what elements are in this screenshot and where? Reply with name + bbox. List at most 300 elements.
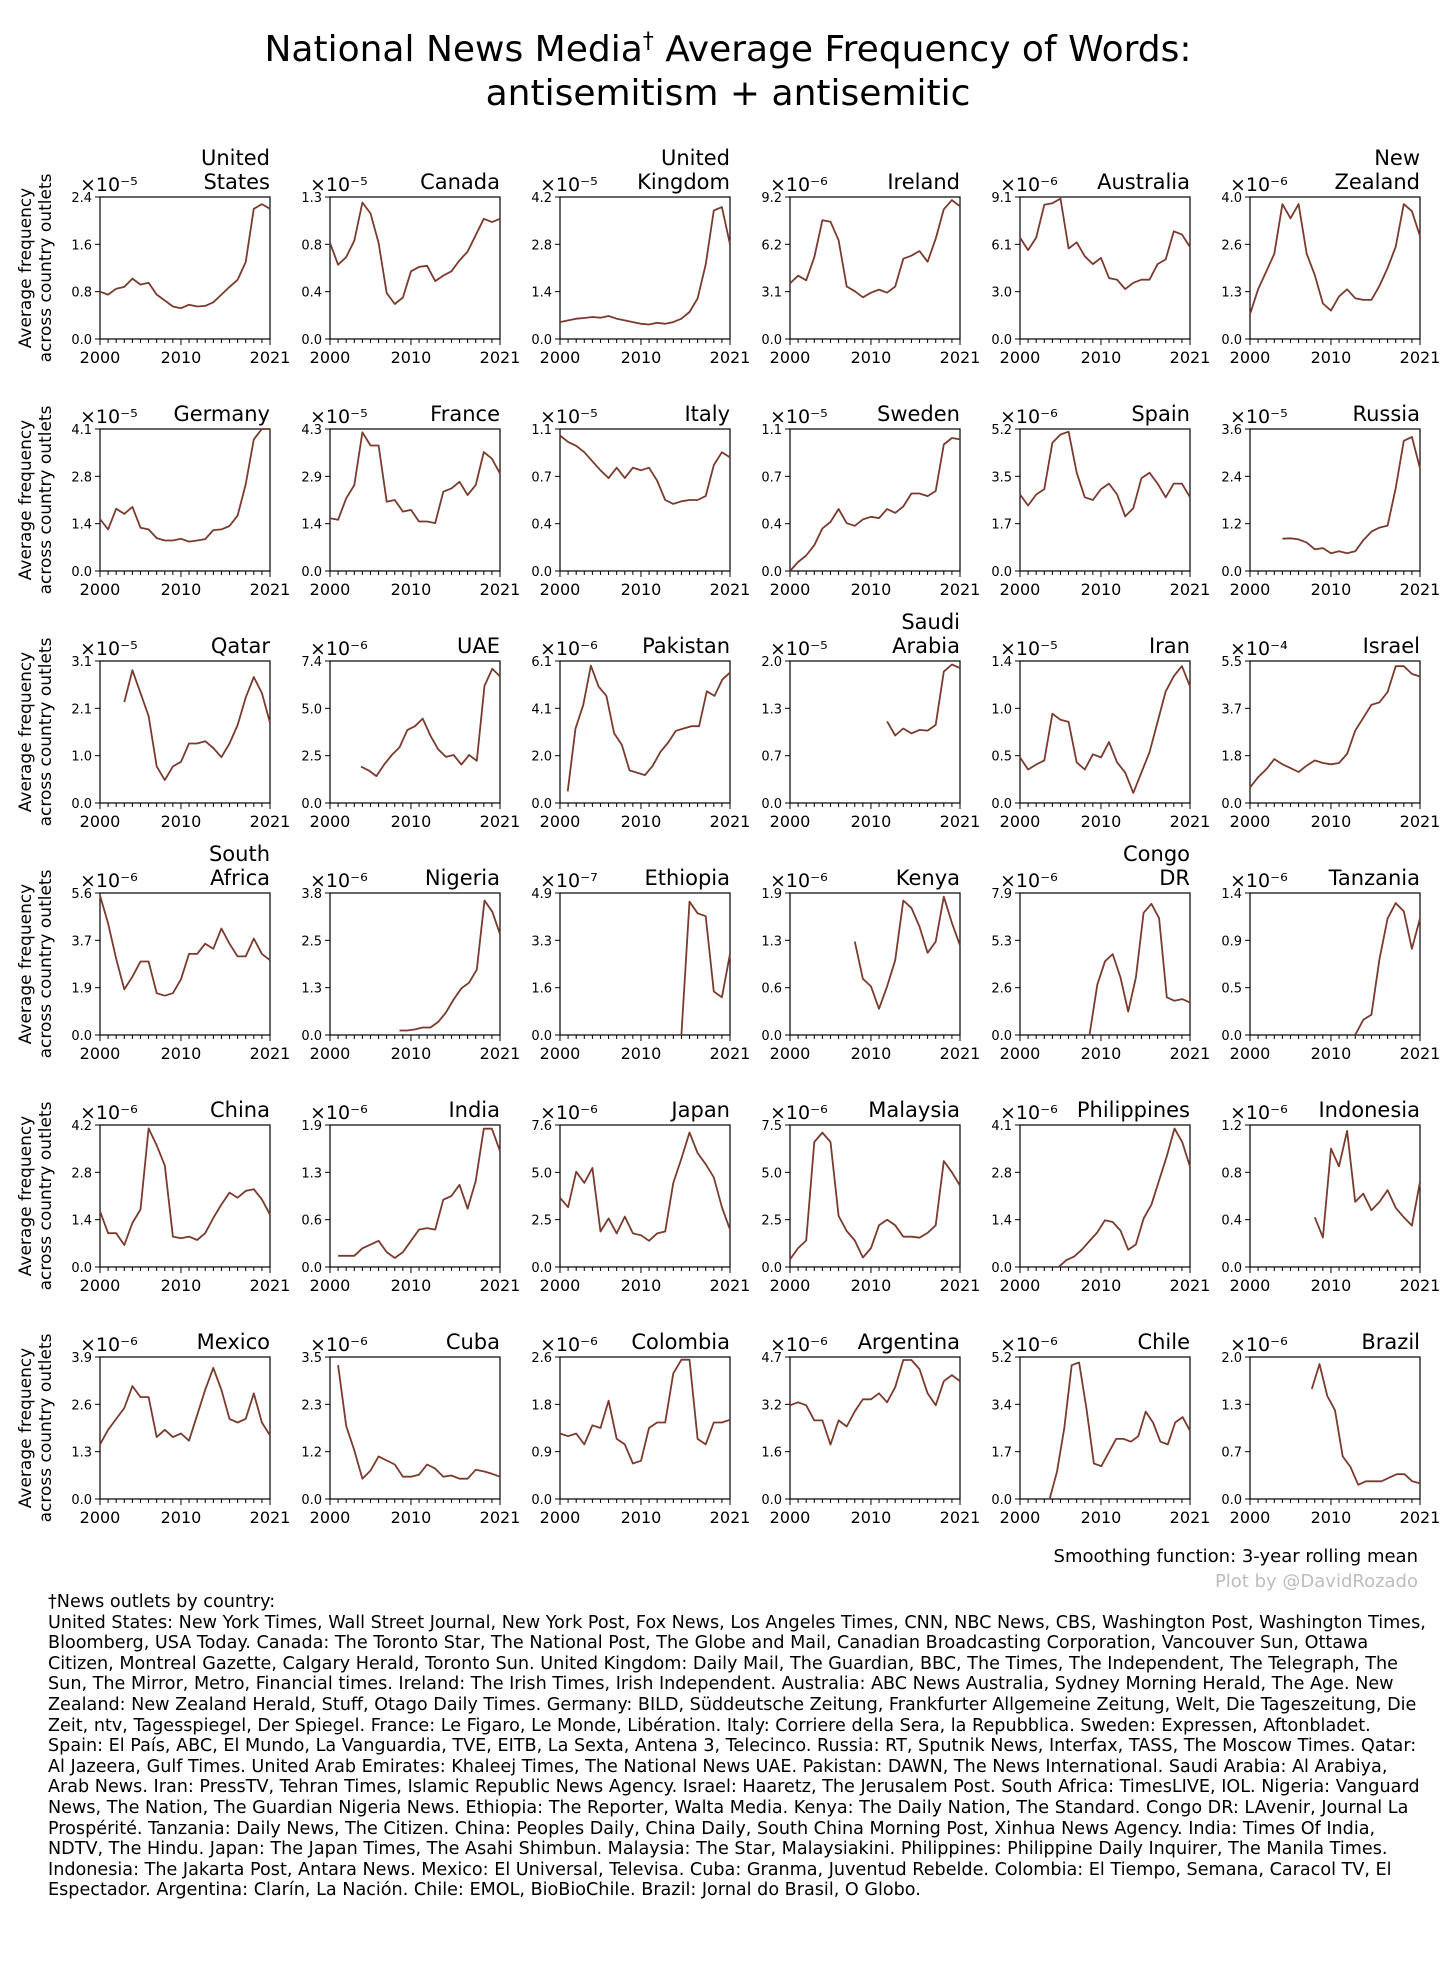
x-tick-label: 2010: [160, 348, 202, 367]
y-tick-label: 1.4: [991, 655, 1012, 670]
y-tick-label: 0.0: [1221, 333, 1242, 348]
subplot-cuba: [301, 1330, 520, 1527]
x-tick-label: 2000: [79, 812, 121, 831]
plot-frame: [330, 1125, 500, 1267]
x-tick-label: 2000: [769, 812, 811, 831]
plot-frame: [1020, 661, 1190, 803]
subplot-china: [16, 1098, 290, 1295]
exponent-label: ×10⁻⁶: [1230, 174, 1288, 196]
series-line: [560, 207, 730, 324]
y-tick-label: 2.9: [301, 470, 322, 486]
x-tick-label: 2000: [539, 1508, 581, 1527]
y-tick-label: 1.2: [1221, 517, 1242, 533]
x-tick-label: 2010: [620, 348, 662, 367]
x-tick-label: 2021: [939, 812, 981, 831]
y-tick-label: 0.4: [1221, 1213, 1242, 1229]
x-tick-label: 2010: [390, 1276, 432, 1295]
y-tick-label: 0.0: [531, 565, 552, 580]
footnote: [48, 1592, 1428, 1901]
subplot-malaysia: [761, 1098, 980, 1295]
country-title: Nigeria: [424, 866, 500, 890]
series-line: [338, 1365, 500, 1479]
x-tick-label: 2000: [79, 1044, 121, 1063]
x-tick-label: 2000: [539, 1276, 581, 1295]
y-tick-label: 0.5: [991, 749, 1012, 765]
title-dagger: †: [642, 29, 654, 54]
country-title: Sweden: [877, 402, 960, 426]
x-tick-label: 2010: [1080, 1276, 1122, 1295]
exponent-label: ×10⁻⁶: [770, 1102, 828, 1124]
country-title: Australia: [1097, 170, 1190, 194]
y-tick-label: 0.8: [1221, 1166, 1242, 1182]
x-tick-label: 2010: [1080, 812, 1122, 831]
y-tick-label: 0.0: [1221, 565, 1242, 580]
y-tick-label: 1.4: [71, 1213, 92, 1229]
x-tick-label: 2021: [249, 812, 291, 831]
subplot-qatar: [16, 634, 290, 831]
country-title: Tanzania: [1328, 866, 1420, 890]
subplot-kenya: [761, 866, 980, 1063]
x-tick-label: 2010: [1310, 580, 1352, 599]
series-line: [790, 438, 960, 571]
y-tick-label: 2.4: [71, 191, 92, 206]
y-tick-label: 0.4: [301, 285, 322, 301]
x-tick-label: 2010: [850, 348, 892, 367]
y-tick-label: 0.0: [71, 797, 92, 812]
x-tick-label: 2000: [769, 580, 811, 599]
y-tick-label: 1.3: [301, 1166, 322, 1182]
y-tick-label: 0.6: [301, 1213, 322, 1229]
series-line: [100, 204, 270, 308]
x-tick-label: 2021: [1169, 580, 1211, 599]
x-tick-label: 2010: [390, 1508, 432, 1527]
y-tick-label: 0.0: [761, 1261, 782, 1276]
x-tick-label: 2000: [309, 348, 351, 367]
subplot-philippines: [991, 1098, 1210, 1295]
y-tick-label: 0.0: [71, 1261, 92, 1276]
y-tick-label: 9.1: [991, 191, 1012, 206]
x-tick-label: 2010: [620, 1044, 662, 1063]
country-title: Cuba: [445, 1330, 500, 1354]
subplot-israel: [1221, 634, 1440, 831]
plot-frame: [100, 661, 270, 803]
plot-frame: [100, 197, 270, 339]
y-tick-label: 3.1: [71, 655, 92, 670]
y-tick-label: 2.3: [301, 1398, 322, 1414]
plot-frame: [790, 197, 960, 339]
x-tick-label: 2021: [249, 1276, 291, 1295]
y-tick-label: 0.0: [1221, 1261, 1242, 1276]
country-title: United: [201, 146, 270, 170]
x-tick-label: 2000: [79, 348, 121, 367]
y-axis-label: across country outlets: [36, 1333, 56, 1523]
subplot-germany: [16, 402, 290, 599]
subplot-argentina: [761, 1330, 980, 1527]
x-tick-label: 2021: [479, 1044, 521, 1063]
subplot-uae: [301, 634, 520, 831]
smoothing-note: Smoothing function: 3-year rolling mean: [1053, 1546, 1418, 1567]
series-line: [1312, 1364, 1420, 1485]
y-tick-label: 0.0: [1221, 797, 1242, 812]
x-tick-label: 2021: [249, 580, 291, 599]
x-tick-label: 2021: [1399, 580, 1441, 599]
y-tick-label: 0.0: [301, 1493, 322, 1508]
y-tick-label: 5.0: [531, 1166, 552, 1182]
country-title: South: [208, 842, 270, 866]
country-title: United: [661, 146, 730, 170]
y-tick-label: 5.6: [71, 887, 92, 902]
x-tick-label: 2021: [1169, 812, 1211, 831]
footnote-head: †News outlets by country:: [48, 1592, 276, 1612]
country-title: Qatar: [210, 634, 270, 658]
plot-frame: [1250, 1357, 1420, 1499]
exponent-label: ×10⁻⁶: [310, 638, 368, 660]
x-tick-label: 2010: [620, 1508, 662, 1527]
x-tick-label: 2000: [769, 1276, 811, 1295]
subplot-ireland: [761, 170, 980, 367]
x-tick-label: 2021: [479, 812, 521, 831]
series-line: [1090, 904, 1191, 1035]
country-title: Philippines: [1076, 1098, 1190, 1122]
y-tick-label: 0.0: [991, 1029, 1012, 1044]
y-tick-label: 3.7: [1221, 702, 1242, 718]
x-tick-label: 2000: [999, 348, 1041, 367]
exponent-label: ×10⁻⁶: [310, 1102, 368, 1124]
subplot-saudi-arabia: [761, 610, 980, 831]
series-line: [790, 200, 960, 297]
y-tick-label: 0.0: [991, 797, 1012, 812]
y-tick-label: 4.2: [71, 1119, 92, 1134]
exponent-label: ×10⁻⁵: [80, 638, 138, 660]
y-tick-label: 1.7: [991, 1445, 1012, 1461]
plot-frame: [1020, 1357, 1190, 1499]
x-tick-label: 2000: [999, 812, 1041, 831]
y-tick-label: 1.0: [71, 749, 92, 765]
series-line: [855, 897, 960, 1009]
series-line: [338, 1129, 500, 1258]
plot-frame: [1020, 429, 1190, 571]
y-tick-label: 1.2: [301, 1445, 322, 1461]
country-title: Indonesia: [1318, 1098, 1420, 1122]
x-tick-label: 2000: [769, 1508, 811, 1527]
country-title: Arabia: [892, 634, 960, 658]
exponent-label: ×10⁻⁴: [1230, 638, 1288, 660]
subplot-sweden: [761, 402, 980, 599]
y-tick-label: 0.0: [991, 333, 1012, 348]
country-title: Africa: [210, 866, 270, 890]
exponent-label: ×10⁻⁵: [770, 406, 828, 428]
subplot-colombia: [531, 1330, 750, 1527]
y-axis-label: Average frequency: [16, 187, 36, 349]
country-title: Japan: [671, 1098, 730, 1122]
y-tick-label: 1.3: [761, 702, 782, 718]
subplot-brazil: [1221, 1330, 1440, 1527]
y-tick-label: 4.9: [531, 887, 552, 902]
x-tick-label: 2021: [939, 1276, 981, 1295]
x-tick-label: 2010: [1080, 348, 1122, 367]
exponent-label: ×10⁻⁶: [540, 1102, 598, 1124]
subplot-iran: [991, 634, 1210, 831]
x-tick-label: 2010: [390, 812, 432, 831]
y-tick-label: 0.7: [761, 470, 782, 486]
y-tick-label: 3.2: [761, 1398, 782, 1414]
plot-frame: [790, 661, 960, 803]
y-tick-label: 4.2: [531, 191, 552, 206]
y-tick-label: 0.7: [531, 470, 552, 486]
credit: Plot by @DavidRozado: [1214, 1571, 1418, 1592]
series-line: [100, 1128, 270, 1245]
exponent-label: ×10⁻⁶: [1000, 406, 1058, 428]
y-tick-label: 1.4: [301, 517, 322, 533]
y-tick-label: 2.6: [71, 1398, 92, 1414]
x-tick-label: 2000: [999, 1508, 1041, 1527]
y-tick-label: 1.3: [761, 934, 782, 950]
y-tick-label: 1.9: [761, 887, 782, 902]
x-tick-label: 2021: [249, 1044, 291, 1063]
country-title: Congo: [1123, 842, 1190, 866]
x-tick-label: 2021: [1399, 1044, 1441, 1063]
exponent-label: ×10⁻⁵: [310, 174, 368, 196]
x-tick-label: 2000: [999, 580, 1041, 599]
x-tick-label: 2000: [999, 1276, 1041, 1295]
x-tick-label: 2021: [939, 1508, 981, 1527]
x-tick-label: 2010: [1310, 1508, 1352, 1527]
exponent-label: ×10⁻⁶: [1230, 1102, 1288, 1124]
y-tick-label: 1.3: [1221, 1398, 1242, 1414]
exponent-label: ×10⁻⁶: [80, 1102, 138, 1124]
y-axis-label: Average frequency: [16, 419, 36, 581]
y-tick-label: 7.4: [301, 655, 322, 670]
y-tick-label: 1.6: [761, 1445, 782, 1461]
country-title: Ireland: [887, 170, 960, 194]
y-tick-label: 0.0: [761, 565, 782, 580]
plot-frame: [560, 661, 730, 803]
country-title: Mexico: [196, 1330, 270, 1354]
plot-frame: [560, 1357, 730, 1499]
exponent-label: ×10⁻⁶: [1000, 870, 1058, 892]
exponent-label: ×10⁻⁵: [80, 406, 138, 428]
exponent-label: ×10⁻⁵: [540, 174, 598, 196]
subplot-canada: [301, 170, 520, 367]
y-axis-label: across country outlets: [36, 1101, 56, 1291]
series-line: [1020, 666, 1190, 793]
x-tick-label: 2010: [390, 1044, 432, 1063]
country-title: Pakistan: [642, 634, 730, 658]
y-tick-label: 3.5: [301, 1351, 322, 1366]
x-tick-label: 2000: [769, 348, 811, 367]
subplot-ethiopia: [531, 866, 750, 1063]
x-tick-label: 2021: [249, 348, 291, 367]
subplot-italy: [531, 402, 750, 599]
y-tick-label: 1.3: [301, 981, 322, 997]
x-tick-label: 2000: [1229, 1276, 1271, 1295]
country-title: DR: [1159, 866, 1190, 890]
y-tick-label: 1.2: [1221, 1119, 1242, 1134]
country-title: States: [203, 170, 270, 194]
series-line: [330, 432, 500, 523]
y-tick-label: 1.9: [71, 981, 92, 997]
country-title: Kenya: [895, 866, 960, 890]
series-line: [560, 436, 730, 504]
y-tick-label: 1.4: [1221, 887, 1242, 902]
country-title: Russia: [1352, 402, 1420, 426]
series-line: [1282, 437, 1420, 553]
x-tick-label: 2010: [1080, 1508, 1122, 1527]
y-tick-label: 3.8: [301, 887, 322, 902]
y-tick-label: 1.4: [71, 517, 92, 533]
x-tick-label: 2021: [939, 580, 981, 599]
series-line: [568, 666, 730, 792]
plot-frame: [100, 1357, 270, 1499]
subplot-chile: [991, 1330, 1210, 1527]
plot-frame: [330, 429, 500, 571]
x-tick-label: 2010: [620, 580, 662, 599]
y-tick-label: 7.6: [531, 1119, 552, 1134]
exponent-label: ×10⁻⁷: [540, 870, 598, 892]
x-tick-label: 2010: [1310, 812, 1352, 831]
y-tick-label: 0.0: [531, 797, 552, 812]
exponent-label: ×10⁻⁶: [80, 1334, 138, 1356]
y-tick-label: 0.5: [1221, 981, 1242, 997]
y-tick-label: 3.6: [1221, 423, 1242, 438]
y-tick-label: 2.0: [761, 655, 782, 670]
exponent-label: ×10⁻⁶: [540, 1334, 598, 1356]
y-tick-label: 0.0: [531, 1261, 552, 1276]
plot-frame: [790, 1357, 960, 1499]
y-tick-label: 0.0: [301, 1261, 322, 1276]
y-tick-label: 9.2: [761, 191, 782, 206]
subplot-france: [301, 402, 520, 599]
y-tick-label: 0.9: [1221, 934, 1242, 950]
exponent-label: ×10⁻⁶: [310, 1334, 368, 1356]
x-tick-label: 2010: [1310, 348, 1352, 367]
subplot-russia: [1221, 402, 1440, 599]
exponent-label: ×10⁻⁶: [1000, 174, 1058, 196]
plot-frame: [100, 429, 270, 571]
y-tick-label: 0.0: [1221, 1029, 1242, 1044]
country-title: China: [210, 1098, 270, 1122]
x-tick-label: 2021: [1169, 1276, 1211, 1295]
x-tick-label: 2000: [539, 1044, 581, 1063]
y-tick-label: 2.0: [1221, 1351, 1242, 1366]
series-line: [361, 669, 500, 776]
y-tick-label: 1.1: [761, 423, 782, 438]
x-tick-label: 2021: [939, 348, 981, 367]
y-tick-label: 0.0: [71, 565, 92, 580]
country-title: UAE: [456, 634, 500, 658]
x-tick-label: 2010: [160, 812, 202, 831]
plot-frame: [560, 429, 730, 571]
y-tick-label: 2.8: [991, 1166, 1012, 1182]
country-title: Kingdom: [637, 170, 730, 194]
x-tick-label: 2021: [709, 1044, 751, 1063]
series-line: [1050, 1363, 1190, 1500]
y-tick-label: 1.3: [1221, 285, 1242, 301]
x-tick-label: 2000: [1229, 812, 1271, 831]
y-tick-label: 1.6: [531, 981, 552, 997]
title-main-rest: Average Frequency of Words:: [653, 29, 1192, 70]
y-axis-label: across country outlets: [36, 405, 56, 595]
x-tick-label: 2021: [479, 1508, 521, 1527]
y-tick-label: 3.7: [71, 934, 92, 950]
y-tick-label: 0.9: [531, 1445, 552, 1461]
y-tick-label: 7.9: [991, 887, 1012, 902]
x-tick-label: 2010: [390, 580, 432, 599]
y-tick-label: 0.8: [301, 238, 322, 254]
y-tick-label: 6.2: [761, 238, 782, 254]
exponent-label: ×10⁻⁵: [310, 406, 368, 428]
x-tick-label: 2021: [709, 812, 751, 831]
x-tick-label: 2000: [1229, 1044, 1271, 1063]
y-tick-label: 3.1: [761, 285, 782, 301]
subplot-nigeria: [301, 866, 520, 1063]
series-line: [1059, 1129, 1190, 1268]
x-tick-label: 2021: [249, 1508, 291, 1527]
y-tick-label: 2.5: [301, 934, 322, 950]
x-tick-label: 2010: [850, 1508, 892, 1527]
series-line: [1020, 432, 1190, 517]
country-title: Italy: [684, 402, 730, 426]
y-tick-label: 0.7: [1221, 1445, 1242, 1461]
y-tick-label: 1.9: [301, 1119, 322, 1134]
footnote-body: United States: New York Times, Wall Street Journal, New York Post, Fox News, Los Angeles Times, CNN, NBC News, CBS, Washington Post, Washington Times, Bloomberg, USA Today. Canada: The Toronto Star, The National Post, The Globe and Mail, Canadian Broadcasting Corporation, Vancouver Sun, Ottawa Citizen, Montreal Gazette, Calgary Herald, Toronto Sun. United Kingdom: Daily Mail, The Guardian, BBC, The Times, The Independent, The Telegraph, The Sun, The Mirror, Metro, Financial times. Ireland: The Irish Times, Irish Independent. Australia: ABC News Australia, Sydney Morning Herald, The Age. New Zealand: New Zealand Herald, Stuff, Otago Daily Times. Germany: BILD, Süddeutsche Zeitung, Frankfurter Allgemeine Zeitung, Welt, Die Tageszeitung, Die Zeit, ntv, Tagesspiegel, Der Spiegel. France: Le Figaro, Le Monde, Libération. Italy: Corriere della Sera, la Repubblica. Sweden: Expressen, Aftonbladet. Spain: El País, ABC, El Mundo, La Vanguardia, TVE, EITB, La Sexta, Antena 3, Telecinco. Russia: RT, Sputnik News, Interfax, TASS, The Moscow Times. Qatar: Al Jazeera, Gulf Times. United Arab Emirates: Khaleej Times, The National News UAE. Pakistan: DAWN, The News International. Saudi Arabia: Al Arabiya, Arab News. Iran: PressTV, Tehran Times, Islamic Republic News Agency. Israel: Haaretz, The Jerusalem Post. South Africa: TimesLIVE, IOL. Nigeria: Vanguard News, The Nation, The Guardian Nigeria News. Ethiopia: The Reporter, Walta Media. Kenya: The Daily Nation, The Standard. Congo DR: LAvenir, Journal La Prospérité. Tanzania: Daily News, The Citizen. China: Peoples Daily, China Daily, South China Morning Post, Xinhua News Agency. India: Times Of India, NDTV, The Hindu. Japan: The Japan Times, The Asahi Shimbun. Malaysia: The Star, Malaysiakini. Philippines: Philippine Daily Inquirer, The Manila Times. Indonesia: The Jakarta Post, Antara News. Mexico: El Universal, Televisa. Cuba: Granma, Juventud Rebelde. Colombia: El Tiempo, Semana, Caracol TV, El Espectador. Argentina: Clarín, La Nación. Chile: EMOL, BioBioChile. Brazil: Jornal do Brasil, O Globo.: [48, 1612, 1426, 1901]
y-tick-label: 1.0: [991, 702, 1012, 718]
y-tick-label: 5.2: [991, 423, 1012, 438]
y-tick-label: 7.5: [761, 1119, 782, 1134]
y-tick-label: 0.0: [991, 1261, 1012, 1276]
plot-frame: [1250, 1125, 1420, 1267]
y-tick-label: 0.6: [761, 981, 782, 997]
y-tick-label: 2.6: [991, 981, 1012, 997]
series-line: [1020, 199, 1190, 290]
y-tick-label: 3.4: [991, 1398, 1012, 1414]
country-title: Iran: [1148, 634, 1190, 658]
exponent-label: ×10⁻⁶: [310, 870, 368, 892]
y-axis-label: Average frequency: [16, 651, 36, 813]
title-main: National News Media: [264, 29, 643, 70]
y-tick-label: 0.8: [71, 285, 92, 301]
subplot-japan: [531, 1098, 750, 1295]
y-tick-label: 4.3: [301, 423, 322, 438]
y-tick-label: 0.0: [761, 797, 782, 812]
x-tick-label: 2000: [1229, 1508, 1271, 1527]
exponent-label: ×10⁻⁶: [1230, 870, 1288, 892]
y-tick-label: 5.0: [301, 702, 322, 718]
plot-frame: [330, 1357, 500, 1499]
series-line: [400, 901, 501, 1031]
exponent-label: ×10⁻⁵: [80, 174, 138, 196]
subplot-congo-dr: [991, 842, 1210, 1063]
y-tick-label: 1.3: [71, 1445, 92, 1461]
x-tick-label: 2021: [709, 1276, 751, 1295]
x-tick-label: 2010: [160, 1276, 202, 1295]
subplot-united-kingdom: [531, 146, 750, 367]
subplot-indonesia: [1221, 1098, 1440, 1295]
y-tick-label: 2.5: [531, 1213, 552, 1229]
x-tick-label: 2010: [160, 1508, 202, 1527]
country-title: Canada: [420, 170, 500, 194]
y-axis-label: across country outlets: [36, 637, 56, 827]
country-title: Colombia: [631, 1330, 730, 1354]
x-tick-label: 2000: [309, 812, 351, 831]
country-title: Ethiopia: [644, 866, 730, 890]
x-tick-label: 2021: [939, 1044, 981, 1063]
y-tick-label: 4.1: [991, 1119, 1012, 1134]
country-title: Saudi: [901, 610, 960, 634]
exponent-label: ×10⁻⁶: [1230, 1334, 1288, 1356]
x-tick-label: 2000: [79, 1276, 121, 1295]
exponent-label: ×10⁻⁶: [540, 638, 598, 660]
